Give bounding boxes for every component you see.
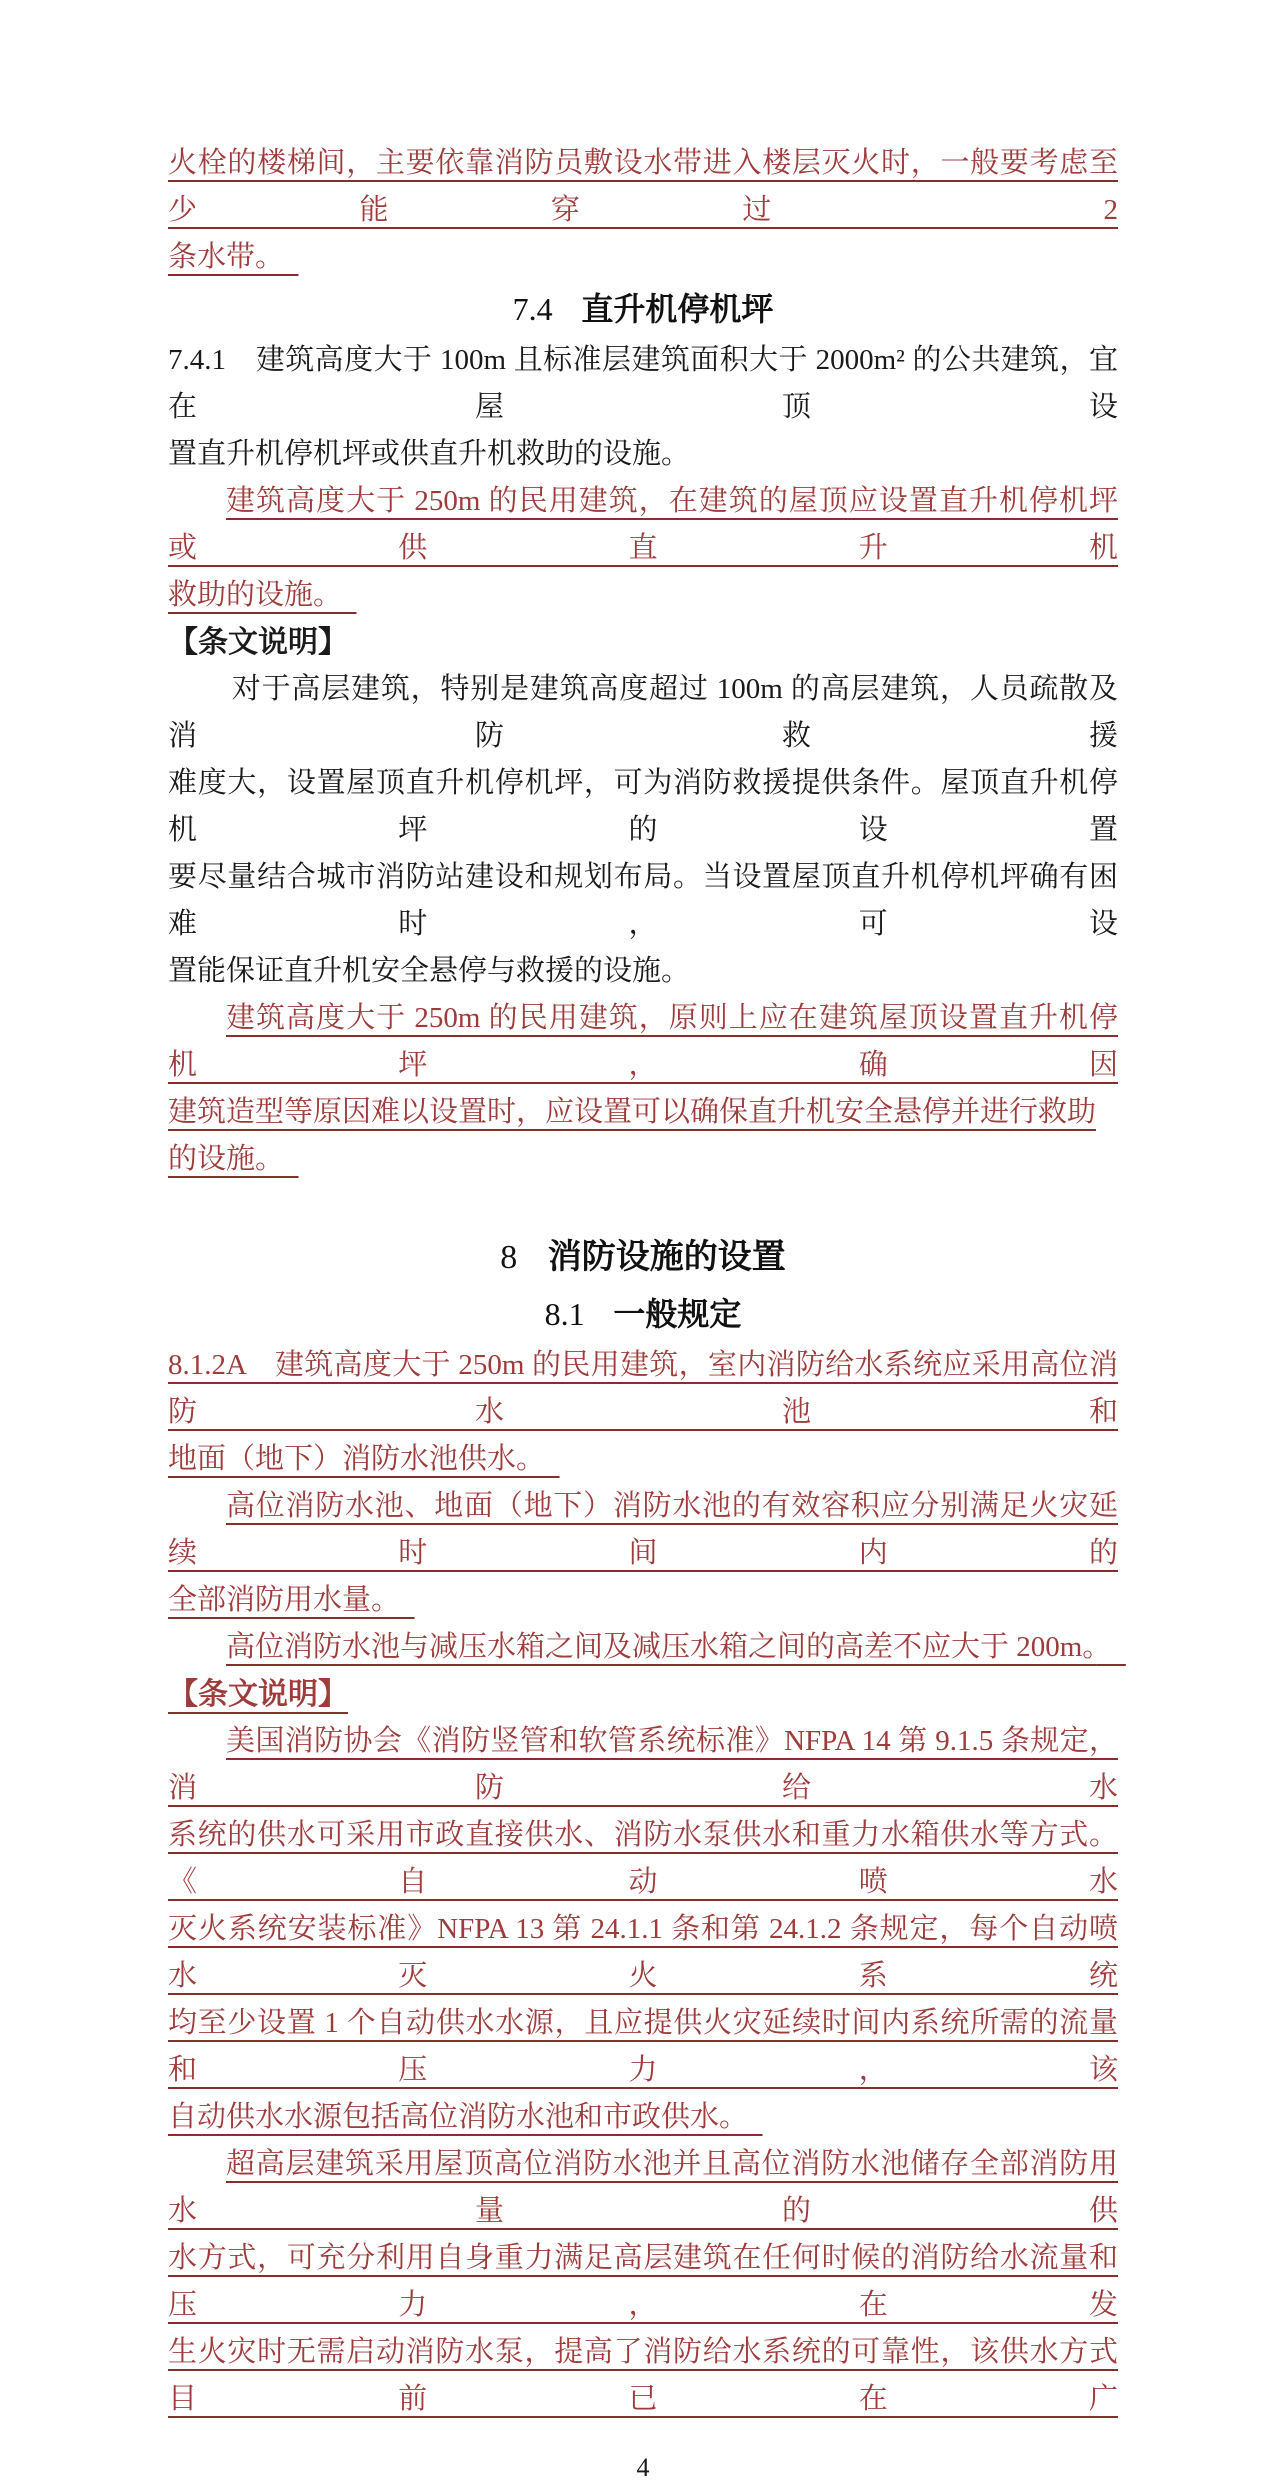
text-line: 7.4.1 建筑高度大于 100m 且标准层建筑面积大于 2000m² 的公共建筑，宜在屋顶设 — [168, 344, 1118, 423]
chapter-number: 8 — [500, 1239, 518, 1276]
text-line: 系统的供水可采用市政直接供水、消防水泵供水和重力水箱供水等方式。《自动喷水 — [168, 1819, 1118, 1898]
text-line: 美国消防协会《消防竖管和软管系统标准》NFPA 14 第 9.1.5 条规定，消防给水 — [168, 1725, 1118, 1804]
section-number: 7.4 — [512, 291, 553, 327]
text-line: 水方式，可充分利用自身重力满足高层建筑在任何时候的消防给水流量和压力，在发 — [168, 2242, 1118, 2321]
text-line: 生火灾时无需启动消防水泵，提高了消防给水系统的可靠性，该供水方式目前已在广 — [168, 2336, 1118, 2415]
text-line: 8.1.2A 建筑高度大于 250m 的民用建筑，室内消防给水系统应采用高位消防水池和 — [168, 1349, 1118, 1428]
explanation-label: 【条文说明】 — [168, 1678, 348, 1711]
section-title: 直升机停机坪 — [581, 291, 774, 327]
chapter-heading-8 — [168, 1229, 1118, 1286]
text-line: 灭火系统安装标准》NFPA 13 第 24.1.1 条和第 24.1.2 条规定，每个自动喷水灭火系统 — [168, 1913, 1118, 1992]
text-line: 自动供水水源包括高位消防水池和市政供水。 — [168, 2101, 734, 2133]
text-line: 地面（地下）消防水池供水。 — [168, 1443, 531, 1475]
text-line: 建筑造型等原因难以设置时，应设置可以确保直升机安全悬停并进行救助的设施。 — [168, 1096, 1097, 1175]
section-number: 8.1 — [544, 1296, 585, 1332]
text-line: 置能保证直升机安全悬停与救援的设施。 — [168, 955, 691, 987]
section-title: 一般规定 — [613, 1296, 742, 1332]
text-line: 建筑高度大于 250m 的民用建筑，在建筑的屋顶应设置直升机停机坪或供直升机 — [168, 485, 1118, 564]
text-line: 要尽量结合城市消防站建设和规划布局。当设置屋顶直升机停机坪确有困难时，可设 — [168, 861, 1118, 940]
page-number: 4 — [636, 2453, 650, 2482]
text-line: 难度大，设置屋顶直升机停机坪，可为消防救援提供条件。屋顶直升机停机坪的设置 — [168, 767, 1118, 846]
text-line: 均至少设置 1 个自动供水水源，且应提供火灾延续时间内系统所需的流量和压力，该 — [168, 2007, 1118, 2086]
section-heading-8-1 — [168, 1286, 1118, 1342]
explanation-label: 【条文说明】 — [168, 626, 348, 659]
text-line: 高位消防水池与减压水箱之间及减压水箱之间的高差不应大于 200m。 — [226, 1631, 1097, 1663]
chapter-title: 消防设施的设置 — [547, 1238, 786, 1276]
text-line: 建筑高度大于 250m 的民用建筑，原则上应在建筑屋顶设置直升机停机坪，确因 — [168, 1002, 1118, 1081]
section-heading-7-4 — [168, 281, 1118, 337]
text-line: 对于高层建筑，特别是建筑高度超过 100m 的高层建筑，人员疏散及消防救援 — [168, 673, 1118, 752]
text-line: 置直升机停机坪或供直升机救助的设施。 — [168, 438, 691, 470]
text-line: 救助的设施。 — [168, 579, 328, 611]
text-line: 全部消防用水量。 — [168, 1584, 386, 1616]
text-line: 条水带。 — [168, 241, 270, 273]
text-line: 高位消防水池、地面（地下）消防水池的有效容积应分别满足火灾延续时间内的 — [168, 1490, 1118, 1569]
text-line: 火栓的楼梯间，主要依靠消防员敷设水带进入楼层灭火时，一般要考虑至少能穿过 2 — [168, 147, 1118, 226]
text-line: 超高层建筑采用屋顶高位消防水池并且高位消防水池储存全部消防用水量的供 — [168, 2148, 1118, 2227]
